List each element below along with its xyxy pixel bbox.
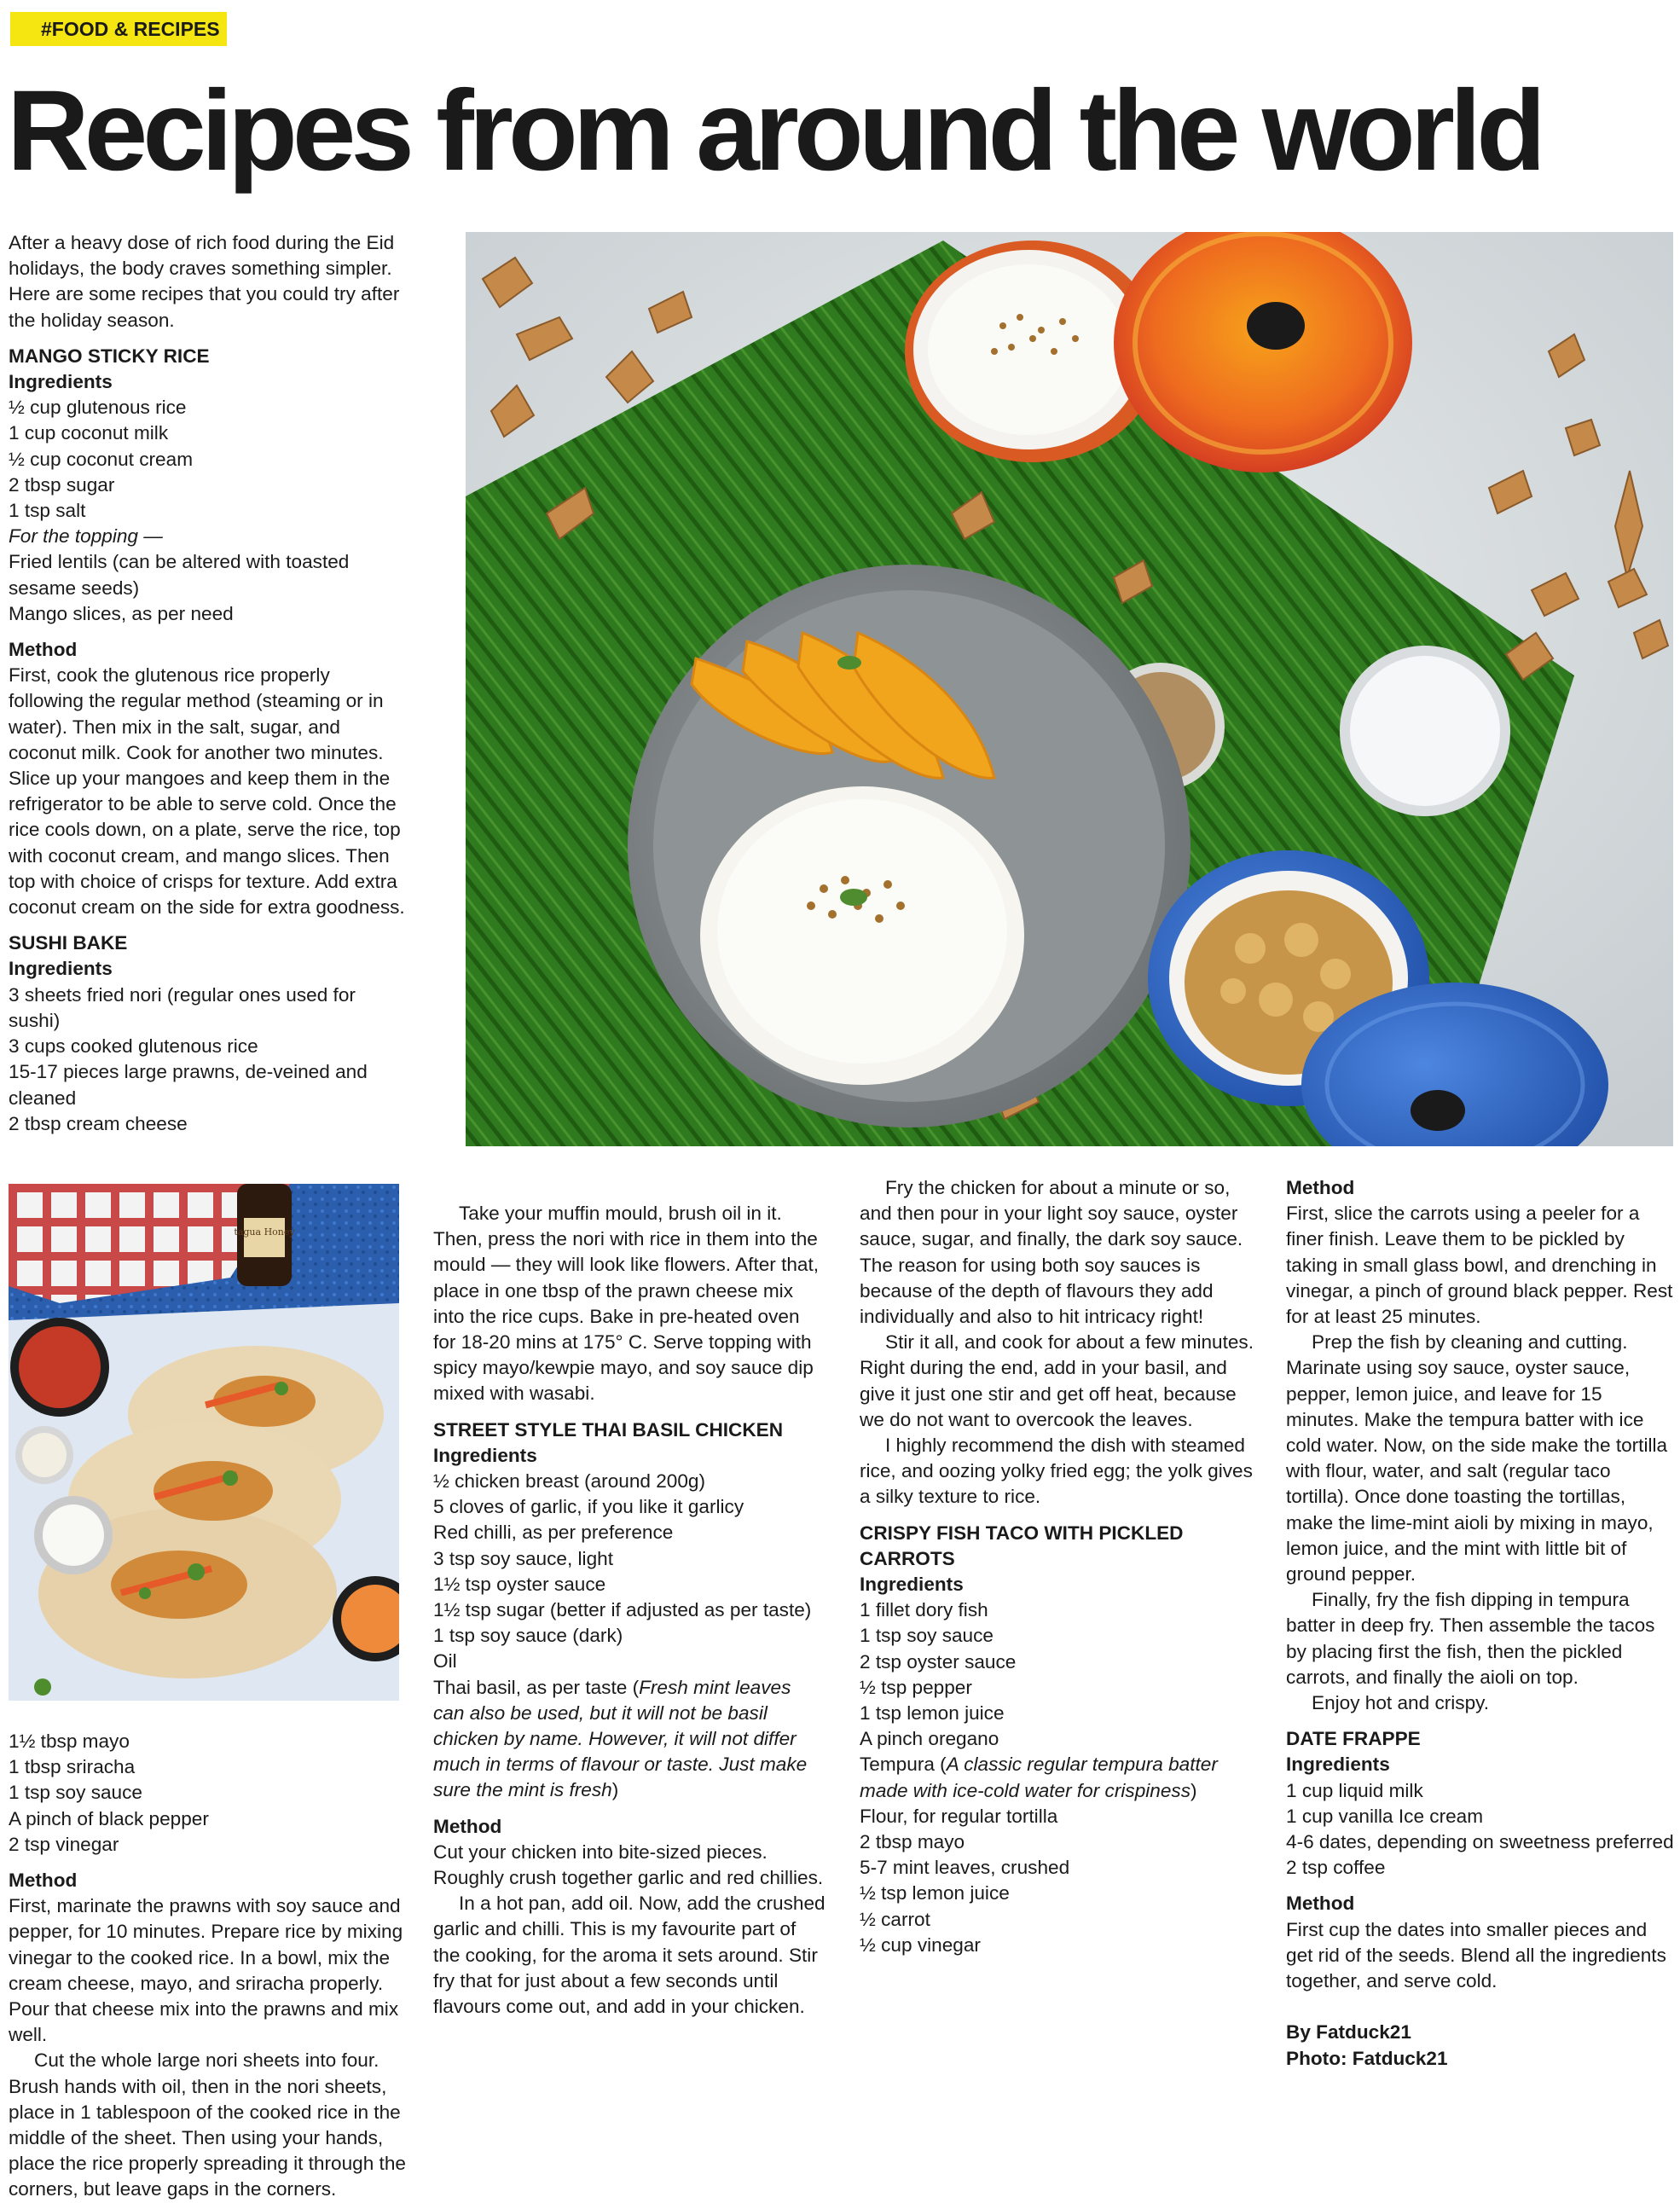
frappe-method-label: Method bbox=[1286, 1893, 1355, 1915]
thai-method-1: Cut your chicken into bite-sized pieces. Roughly crush together garlic and red chillies. bbox=[433, 1841, 824, 1889]
list-item: 1 cup coconut milk bbox=[9, 422, 169, 444]
list-item: A pinch oregano bbox=[860, 1728, 999, 1750]
taco-method-3: Finally, fry the fish dipping in tempura batter in deep fry. Then assemble the tacos by placing first the fish, then the pickled carrots, and finally the aioli on top. bbox=[1286, 1589, 1655, 1688]
list-item: ½ cup vinegar bbox=[860, 1933, 981, 1956]
list-item: Fried lentils (can be altered with toasted sesame seeds) bbox=[9, 551, 350, 599]
sushi-method-label: Method bbox=[9, 1870, 78, 1892]
column-1-top bbox=[9, 230, 409, 1137]
thai-ingredients-label: Ingredients bbox=[433, 1444, 537, 1466]
list-item: 3 sheets fried nori (regular ones used for sushi) bbox=[9, 983, 356, 1031]
list-item: 5 cloves of garlic, if you like it garlicy bbox=[433, 1496, 744, 1518]
column-4 bbox=[1286, 1175, 1675, 2072]
list-item: 3 cups cooked glutenous rice bbox=[9, 1035, 258, 1058]
sushi-method-1: First, marinate the prawns with soy sauce and pepper, for 10 minutes. Prepare rice by mixing vinegar to the cooked rice. In a bowl, mix the cream cheese, mayo, and sriracha properly. Pour that cheese mix into the prawns and mix well. bbox=[9, 1895, 403, 2046]
sushi-ingredients-label: Ingredients bbox=[9, 958, 113, 980]
list-item: 2 tsp oyster sauce bbox=[860, 1650, 1017, 1673]
list-item: 1 tbsp sriracha bbox=[9, 1756, 136, 1778]
list-item: Red chilli, as per preference bbox=[433, 1522, 674, 1544]
column-1-bottom bbox=[9, 1729, 409, 2203]
list-item: 4-6 dates, depending on sweetness preferred bbox=[1286, 1831, 1674, 1853]
list-item: 1½ tbsp mayo bbox=[9, 1731, 130, 1752]
list-item: 1 tsp soy sauce bbox=[860, 1625, 994, 1647]
mango-sticky-rice-photo bbox=[466, 232, 1673, 1146]
column-2 bbox=[433, 1175, 827, 2020]
sushi-method-3: Take your muffin mould, brush oil in it. Then, press the nori with rice in them into the mould — they will look like flowers. After that, place in one tbsp of the prawn cheese mix into the rice cups. Bake in pre-heated oven for 18-20 mins at 175° C. Serve topping with spicy mayo/kewpie mayo, and soy sauce dip mixed with wasabi. bbox=[433, 1203, 820, 1405]
thai-method-3: Fry the chicken for about a minute or so, and then pour in your light soy sauce, oyster sauce, sugar, and finally, the dark soy sauce. The reason for using both soy sauces is because of the depth of flavours they add individually and also to hit intricacy right! bbox=[860, 1177, 1243, 1328]
mango-ingredients-label: Ingredients bbox=[9, 371, 113, 393]
thai-basil-item: Thai basil, as per taste (Fresh mint leaves can also be used, but it will not be basil chicken by name. However, it will not differ much in terms of flavour or taste. Just make sure the mint is fresh) bbox=[433, 1676, 808, 1801]
list-item: ½ tsp pepper bbox=[860, 1676, 972, 1698]
taco-title: CRISPY FISH TACO WITH PICKLED CARROTS bbox=[860, 1522, 1184, 1569]
column-3 bbox=[860, 1175, 1254, 1958]
list-item: 1 tsp soy sauce (dark) bbox=[433, 1625, 623, 1647]
mango-title: MANGO STICKY RICE bbox=[9, 345, 210, 367]
list-item: 1½ tsp sugar (better if adjusted as per taste) bbox=[433, 1599, 812, 1621]
list-item: 1 cup vanilla Ice cream bbox=[1286, 1805, 1484, 1827]
thai-method-label: Method bbox=[433, 1815, 502, 1837]
list-item: 1 tsp lemon juice bbox=[860, 1702, 1005, 1725]
list-item: Oil bbox=[433, 1650, 457, 1673]
list-item: 1 fillet dory fish bbox=[860, 1599, 988, 1621]
taco-method-4: Enjoy hot and crispy. bbox=[1312, 1692, 1490, 1714]
frappe-method: First cup the dates into smaller pieces and get rid of the seeds. Blend all the ingredients together, and serve cold. bbox=[1286, 1918, 1666, 1992]
list-item: 5-7 mint leaves, crushed bbox=[860, 1857, 1070, 1879]
list-item: ½ cup glutenous rice bbox=[9, 397, 187, 419]
fish-taco-photo bbox=[9, 1184, 399, 1701]
list-item: ½ tsp lemon juice bbox=[860, 1882, 1010, 1904]
section-tag: #FOOD & RECIPES bbox=[10, 12, 227, 46]
list-item: 3 tsp soy sauce, light bbox=[433, 1547, 613, 1569]
list-item: Mango slices, as per need bbox=[9, 602, 234, 624]
taco-method-1: First, slice the carrots using a peeler for a finer finish. Leave them to be pickled by taking in small glass bowl, and drenching in vinegar, a pinch of ground black pepper. Rest for at least 25 minutes. bbox=[1286, 1203, 1673, 1328]
thai-title: STREET STYLE THAI BASIL CHICKEN bbox=[433, 1418, 784, 1441]
sushi-method-continued bbox=[433, 1175, 827, 1201]
list-item: 15-17 pieces large prawns, de-veined and cleaned bbox=[9, 1061, 368, 1109]
frappe-title: DATE FRAPPE bbox=[1286, 1728, 1421, 1750]
photo-credit: Photo: Fatduck21 bbox=[1286, 2047, 1448, 2069]
byline: By Fatduck21 bbox=[1286, 2021, 1411, 2044]
mango-method: First, cook the glutenous rice properly following the regular method (steaming or in water). Then mix in the salt, sugar, and coconut milk. Cook for another two minutes. Slice up your mangoes and keep them in the refrigerator to be able to serve cold. Once the rice cools down, on a plate, serve the rice, top with coconut cream, and mango slices. Then top with choice of crisps for texture. Add extra coconut cream on the side for extra goodness. bbox=[9, 664, 405, 919]
list-item: 2 tsp coffee bbox=[1286, 1857, 1386, 1879]
list-item: A pinch of black pepper bbox=[9, 1807, 209, 1829]
list-item: 2 tbsp mayo bbox=[860, 1831, 965, 1853]
topping-label: For the topping — bbox=[9, 525, 163, 548]
thai-method-2: In a hot pan, add oil. Now, add the crushed garlic and chilli. This is my favourite part of the cooking, for the aroma it sets around. Stir fry that for just about a few seconds until flavours come out, and add in your chicken. bbox=[433, 1893, 826, 2018]
list-item: 1 tsp salt bbox=[9, 500, 86, 522]
page-headline: Recipes from around the world bbox=[7, 67, 1542, 194]
frappe-ingredients-label: Ingredients bbox=[1286, 1754, 1390, 1776]
sushi-method-2: Cut the whole large nori sheets into four. Brush hands with oil, then in the nori sheets, place in 1 tablespoon of the cooked rice in the middle of the sheet. Then using your hands, place the rice properly spreading it through the corners, but leave gaps in the corners. bbox=[9, 2049, 406, 2200]
list-item: 1 cup liquid milk bbox=[1286, 1779, 1423, 1801]
taco-ingredients-label: Ingredients bbox=[860, 1574, 964, 1596]
thai-method-4: Stir it all, and cook for about a few minutes. Right during the end, add in your basil, and give it just one stir and get off heat, because we do not want to overcook the leaves. bbox=[860, 1331, 1254, 1430]
list-item: 2 tsp vinegar bbox=[9, 1833, 119, 1855]
list-item: ½ carrot bbox=[860, 1908, 930, 1930]
list-item: 1½ tsp oyster sauce bbox=[433, 1573, 606, 1595]
list-item: 1 tsp soy sauce bbox=[9, 1782, 142, 1804]
sushi-title: SUSHI BAKE bbox=[9, 932, 128, 954]
list-item: ½ cup coconut cream bbox=[9, 448, 194, 470]
taco-method-label: Method bbox=[1286, 1177, 1355, 1198]
thai-method-5: I highly recommend the dish with steamed rice, and oozing yolky fried egg; the yolk gives a silky texture to rice. bbox=[860, 1435, 1253, 1508]
intro-text: After a heavy dose of rich food during the Eid holidays, the body craves something simpler. Here are some recipes that you could try after the holiday season. bbox=[9, 232, 400, 331]
taco-method-2: Prep the fish by cleaning and cutting. Marinate using soy sauce, oyster sauce, pepper, lemon juice, and leave for 15 minutes. Make the tempura batter with ice cold water. Now, on the side make the tortilla with flour, water, and salt (regular taco tortilla). Once done toasting the tortillas, make the lime-mint aioli by mixing in mayo, lemon juice, and the mint with little bit of ground pepper. bbox=[1286, 1331, 1668, 1586]
list-item: 2 tbsp sugar bbox=[9, 473, 115, 496]
list-item: 2 tbsp cream cheese bbox=[9, 1112, 188, 1134]
tempura-item: Tempura (A classic regular tempura batter made with ice-cold water for crispiness) bbox=[860, 1754, 1218, 1801]
list-item: ½ chicken breast (around 200g) bbox=[433, 1470, 706, 1493]
bottle-label: tagua Honey bbox=[234, 1226, 295, 1238]
list-item: Flour, for regular tortilla bbox=[860, 1805, 1058, 1827]
mango-method-label: Method bbox=[9, 639, 78, 661]
